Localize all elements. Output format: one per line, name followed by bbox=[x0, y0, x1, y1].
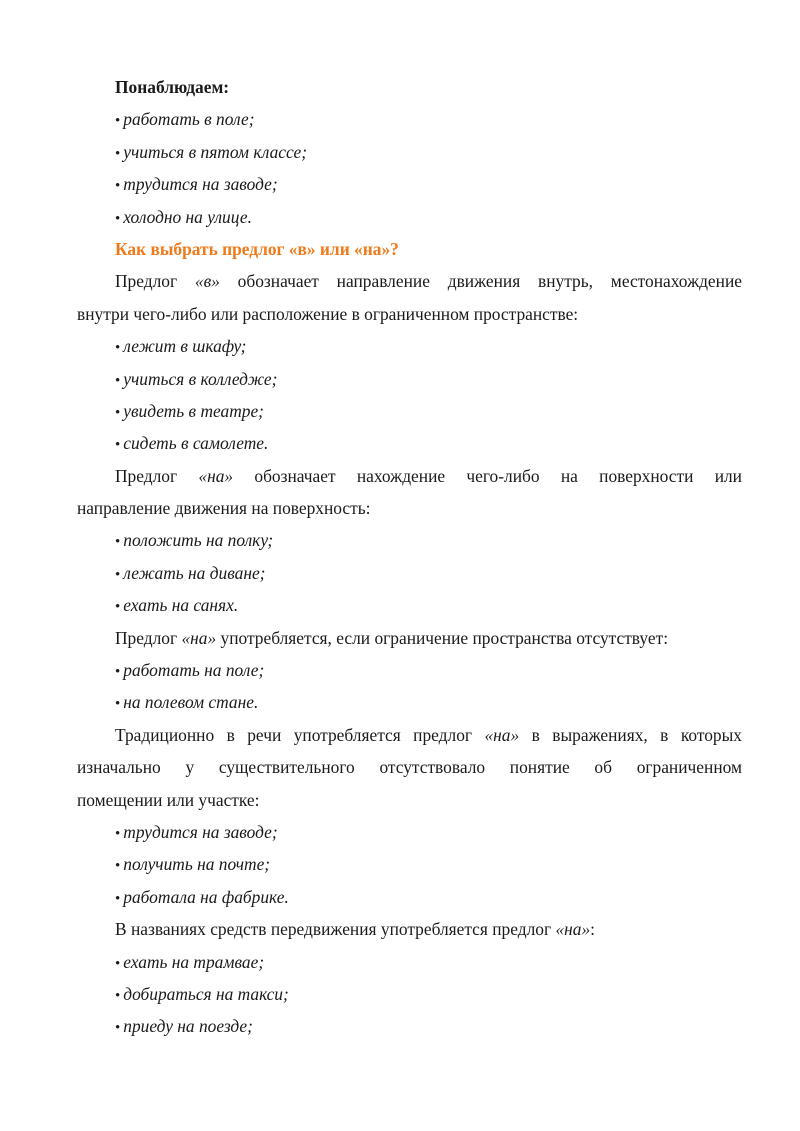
paragraph-line: помещении или участке: bbox=[77, 789, 260, 810]
bullet-icon: • bbox=[115, 210, 121, 227]
bullet-icon: • bbox=[115, 664, 121, 681]
bullet-icon: • bbox=[115, 145, 121, 162]
list-item: • работать на поле; bbox=[115, 660, 265, 681]
list-item: • ехать на трамвае; bbox=[115, 951, 265, 972]
paragraph-line: внутри чего-либо или расположение в ограниченном пространстве: bbox=[77, 303, 579, 324]
list-item: • лежать на диване; bbox=[115, 562, 266, 583]
list-item: • ехать на санях. bbox=[115, 595, 239, 616]
list-item: • увидеть в театре; bbox=[115, 400, 264, 421]
bullet-icon: • bbox=[115, 404, 121, 421]
paragraph-line: Предлог «на» употребляется, если ограничение пространства отсутствует: bbox=[115, 627, 669, 648]
list-item: • учиться в колледже; bbox=[115, 368, 278, 389]
bullet-icon: • bbox=[115, 534, 121, 551]
paragraph-line: направление движения на поверхность: bbox=[77, 498, 371, 519]
bullet-icon: • bbox=[115, 825, 121, 842]
bullet-icon: • bbox=[115, 987, 121, 1004]
bullet-icon: • bbox=[115, 858, 121, 875]
bullet-icon: • bbox=[115, 599, 121, 616]
bullet-icon: • bbox=[115, 437, 121, 454]
paragraph-line: Предлог «в» обозначает направление движения внутрь, местонахождение bbox=[115, 271, 742, 292]
paragraph-line: Предлог «на» обозначает нахождение чего-либо на поверхности или bbox=[115, 465, 742, 486]
bullet-icon: • bbox=[115, 890, 121, 907]
paragraph-line: изначально у существительного отсутствовало понятие об ограниченном bbox=[77, 757, 742, 778]
observe-section bbox=[77, 71, 742, 1043]
bullet-icon: • bbox=[115, 955, 121, 972]
bullet-icon: • bbox=[115, 340, 121, 357]
list-item: • лежит в шкафу; bbox=[115, 336, 247, 357]
list-item: • учиться в пятом классе; bbox=[115, 141, 308, 162]
bullet-icon: • bbox=[115, 372, 121, 389]
list-item: • приеду на поезде; bbox=[115, 1016, 253, 1037]
section-heading: Как выбрать предлог «в» или «на»? bbox=[115, 238, 399, 259]
list-item: • холодно на улице. bbox=[115, 206, 252, 227]
list-item: • добираться на такси; bbox=[115, 983, 289, 1004]
list-item: • положить на полку; bbox=[115, 530, 274, 551]
bullet-icon: • bbox=[115, 113, 121, 130]
list-item: • сидеть в самолете. bbox=[115, 433, 269, 454]
list-item: • получить на почте; bbox=[115, 854, 271, 875]
bullet-icon: • bbox=[115, 566, 121, 583]
paragraph-line: Традиционно в речи употребляется предлог «на» в выражениях, в которых bbox=[115, 724, 742, 745]
list-item: • работала на фабрике. bbox=[115, 886, 289, 907]
observe-title: Понаблюдаем: bbox=[115, 77, 230, 97]
list-item: • трудится на заводе; bbox=[115, 821, 278, 842]
list-item: • трудится на заводе; bbox=[115, 174, 278, 195]
paragraph-line: В названиях средств передвижения употребляется предлог «на»: bbox=[115, 919, 596, 940]
list-item: • на полевом стане. bbox=[115, 692, 259, 713]
bullet-icon: • bbox=[115, 1020, 121, 1037]
list-item: • работать в поле; bbox=[115, 109, 255, 130]
bullet-icon: • bbox=[115, 696, 121, 713]
bullet-icon: • bbox=[115, 178, 121, 195]
